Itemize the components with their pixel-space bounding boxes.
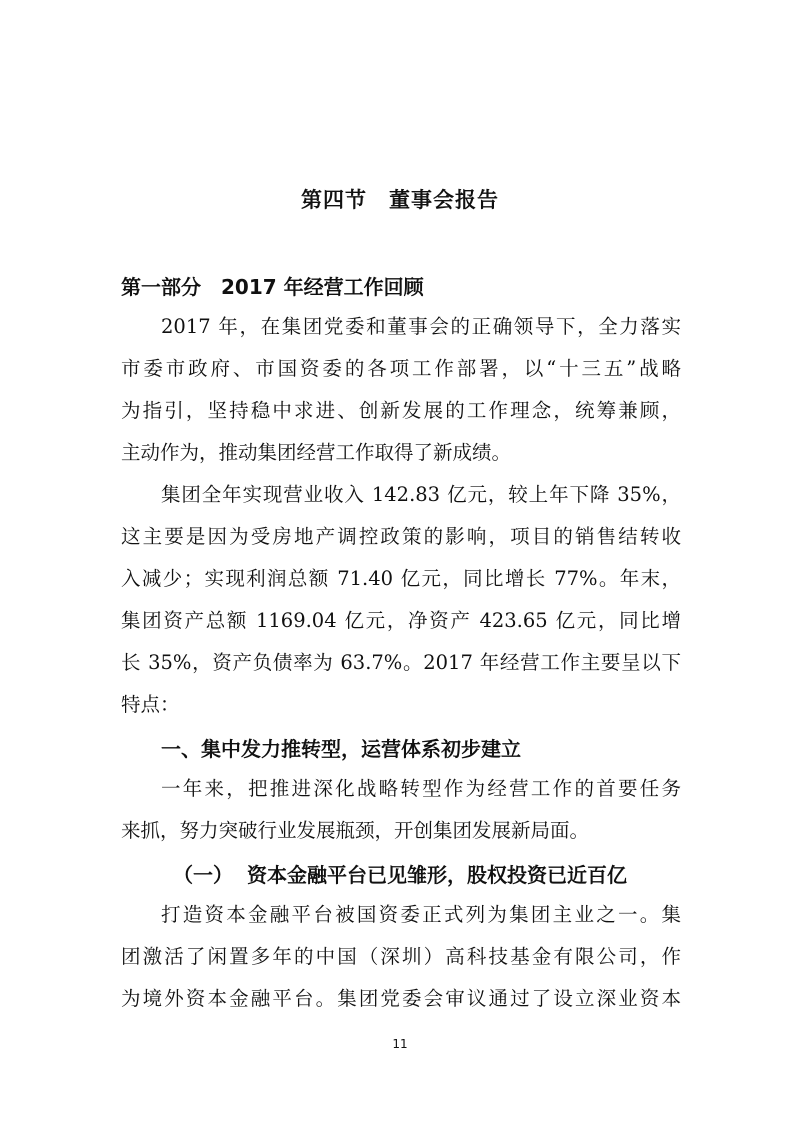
paragraph-2-line-2: 这主要是因为受房地产调控政策的影响，项目的销售结转收 bbox=[121, 525, 681, 548]
paragraph-3-line-2: 来抓，努力突破行业发展瓶颈，开创集团发展新局面。 bbox=[121, 819, 590, 842]
paragraph-2-line-5: 长 35%，资产负债率为 63.7%。2017 年经营工作主要呈以下 bbox=[121, 651, 681, 674]
paragraph-4-line-2: 团激活了闲置多年的中国（深圳）高科技基金有限公司，作 bbox=[121, 945, 681, 968]
paragraph-2-line-6: 特点： bbox=[121, 693, 180, 716]
paragraph-1-line-3: 为指引，坚持稳中求进、创新发展的工作理念，统筹兼顾， bbox=[121, 399, 681, 422]
page-number: 11 bbox=[392, 1037, 408, 1051]
paragraph-4-line-1: 打造资本金融平台被国资委正式列为集团主业之一。集 bbox=[161, 903, 681, 926]
section-heading: 一、集中发力推转型，运营体系初步建立 bbox=[161, 737, 521, 761]
paragraph-1-line-4: 主动作为，推动集团经营工作取得了新成绩。 bbox=[121, 441, 512, 464]
part-heading: 第一部分 2017 年经营工作回顾 bbox=[121, 275, 424, 299]
section-title: 第四节 董事会报告 bbox=[301, 188, 499, 212]
paragraph-2-line-3: 入减少；实现利润总额 71.40 亿元，同比增长 77%。年末， bbox=[121, 567, 681, 590]
paragraph-1-line-2: 市委市政府、市国资委的各项工作部署，以“十三五”战略 bbox=[121, 357, 681, 380]
paragraph-2-line-1: 集团全年实现营业收入 142.83 亿元，较上年下降 35%， bbox=[161, 483, 681, 506]
paragraph-2-line-4: 集团资产总额 1169.04 亿元，净资产 423.65 亿元，同比增 bbox=[121, 609, 681, 632]
paragraph-4-line-3: 为境外资本金融平台。集团党委会审议通过了设立深业资本 bbox=[121, 987, 681, 1010]
paragraph-3-line-1: 一年来，把推进深化战略转型作为经营工作的首要任务 bbox=[161, 777, 681, 800]
paragraph-1-line-1: 2017 年，在集团党委和董事会的正确领导下，全力落实 bbox=[161, 315, 681, 338]
subsection-heading: （一） 资本金融平台已见雏形，股权投资已近百亿 bbox=[173, 863, 627, 887]
